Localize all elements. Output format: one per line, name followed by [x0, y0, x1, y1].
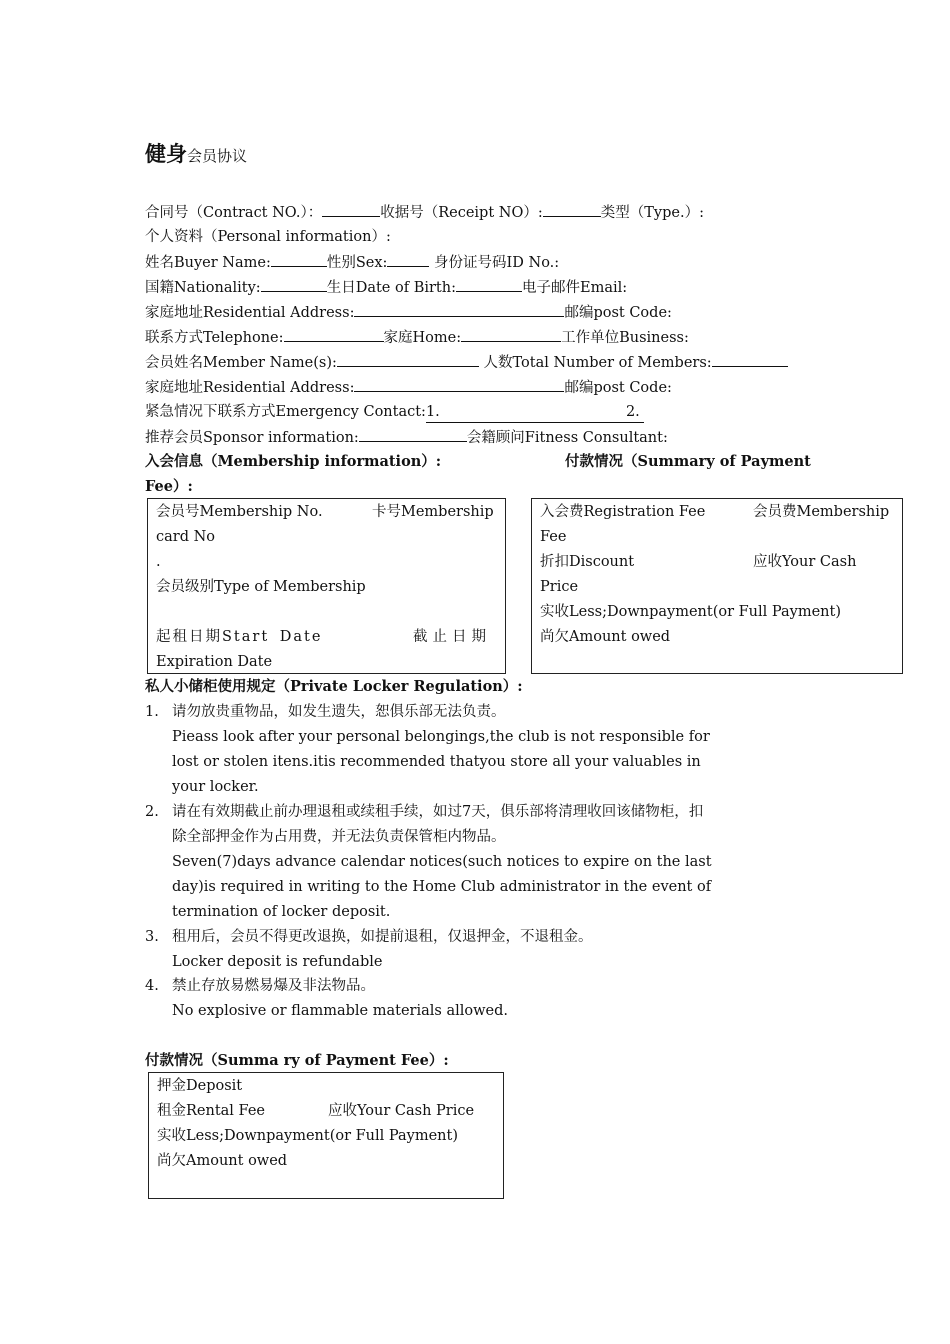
locker-item-3-num: 3. [145, 929, 159, 945]
card-no-cont: card No [156, 529, 216, 545]
home-label: 家庭Home: [383, 330, 462, 346]
locker-item-4-line-2: No explosive or flammable materials allowed. [172, 1003, 508, 1019]
address2-label: 家庭地址Residential Address: [145, 380, 355, 396]
membership-type-label: 会员级别Type of Membership [156, 579, 366, 595]
start-date-label: 起租日期Start Date [156, 629, 323, 645]
membership-heading: 入会信息（Membership information）: [145, 453, 442, 470]
locker-item-2-line-5: termination of locker deposit. [172, 904, 391, 920]
locker-item-1-line-3: lost or stolen itens.itis recommended thatyou store all your valuables in [172, 754, 701, 770]
price-cont: Price [540, 579, 579, 595]
address1-label: 家庭地址Residential Address: [145, 305, 355, 321]
locker-item-2-line-4: day)is required in writing to the Home Club administrator in the event of [172, 879, 712, 895]
business-label: 工作单位Business: [561, 330, 689, 346]
card-no-label: 卡号Membership [372, 504, 494, 520]
locker-item-1-line-4: your locker. [172, 779, 259, 795]
title-main: 健身 [145, 142, 187, 166]
sponsor-label: 推荐会员Sponsor information: [145, 430, 359, 446]
address2-field[interactable] [354, 377, 564, 392]
owed-label: 尚欠Amount owed [540, 629, 671, 645]
type-label: 类型（Type.）: [600, 205, 704, 221]
sex-field[interactable] [387, 252, 429, 267]
member-names-line [145, 352, 788, 373]
name-field[interactable] [271, 252, 327, 267]
paid-label: 实收Less;Downpayment(or Full Payment) [540, 604, 842, 620]
document-title [145, 138, 247, 168]
nationality-field[interactable] [261, 277, 327, 292]
locker-paid-label: 实收Less;Downpayment(or Full Payment) [157, 1128, 459, 1144]
home-field[interactable] [461, 327, 561, 342]
locker-payment-heading: 付款情况（Summa ry of Payment Fee）: [145, 1052, 449, 1069]
sponsor-line [145, 427, 668, 448]
email-label: 电子邮件Email: [521, 280, 628, 296]
locker-item-4-num: 4. [145, 978, 159, 994]
telephone-field[interactable] [284, 327, 384, 342]
locker-heading: 私人小储柜使用规定（Private Locker Regulation）: [145, 678, 523, 695]
telephone-line [145, 327, 689, 348]
address1-field[interactable] [354, 302, 564, 317]
payment-summary-box [531, 498, 903, 674]
contract-line [145, 202, 704, 223]
personal-info-line: 个人资料（Personal information）: [145, 229, 391, 245]
dob-label: 生日Date of Birth: [326, 280, 456, 296]
emergency-field-2[interactable] [626, 402, 644, 423]
expiry-date-label: 截止日期 [413, 629, 491, 645]
locker-owed-label: 尚欠Amount owed [157, 1153, 288, 1169]
postcode1-label: 邮编post Code: [564, 305, 672, 321]
your-cash-label: 应收Your Cash [753, 554, 857, 570]
locker-item-1-num: 1. [145, 704, 159, 720]
total-members-field[interactable] [712, 352, 788, 367]
expiry-date-cont: Expiration Date [156, 654, 273, 670]
emergency-1-label: 1. [425, 404, 440, 420]
registration-fee-label: 入会费Registration Fee [540, 504, 706, 520]
telephone-label: 联系方式Telephone: [145, 330, 284, 346]
consultant-label: 会籍顾问Fitness Consultant: [466, 430, 668, 446]
locker-your-cash-label: 应收Your Cash Price [328, 1103, 475, 1119]
membership-dot: . [156, 554, 161, 570]
total-members-label: 人数Total Number of Members: [483, 355, 712, 371]
contract-label: 合同号（Contract NO.）： [145, 205, 323, 221]
id-label: 身份证号码ID No.: [434, 255, 560, 271]
emergency-line [145, 402, 644, 423]
postcode2-label: 邮编post Code: [564, 380, 672, 396]
member-no-label: 会员号Membership No. [156, 504, 323, 520]
name-line [145, 252, 559, 273]
emergency-field-1[interactable] [426, 402, 626, 423]
fee-cont: Fee [540, 529, 567, 545]
locker-item-2-line-2: 除全部押金作为占用费，并无法负责保管柜内物品。 [172, 829, 506, 845]
payment-summary-heading: 付款情况（Summary of Payment [565, 453, 811, 470]
title-sub: 会员协议 [187, 147, 248, 165]
discount-label: 折扣Discount [540, 554, 635, 570]
locker-item-2-line-1: 请在有效期截止前办理退租或续租手续，如过7天，俱乐部将清理收回该储物柜，扣 [172, 804, 704, 820]
membership-fee-label: 会员费Membership [753, 504, 890, 520]
dob-field[interactable] [456, 277, 522, 292]
address1-line [145, 302, 672, 323]
sex-label: 性别Sex: [326, 255, 388, 271]
deposit-label: 押金Deposit [157, 1078, 243, 1094]
sponsor-field[interactable] [359, 427, 467, 442]
emergency-label: 紧急情况下联系方式Emergency Contact: [145, 404, 426, 420]
member-names-field[interactable] [337, 352, 479, 367]
nationality-label: 国籍Nationality: [145, 280, 261, 296]
locker-item-1-line-2: Pieass look after your personal belongings,the club is not responsible for [172, 729, 710, 745]
nationality-line [145, 277, 627, 298]
contract-field[interactable] [322, 202, 380, 217]
locker-item-3-line-1: 租用后，会员不得更改退换，如提前退租，仅退押金，不退租金。 [172, 929, 593, 945]
emergency-2-label: 2. [625, 404, 640, 420]
locker-item-1-line-1: 请勿放贵重物品，如发生遗失，恕俱乐部无法负责。 [172, 704, 506, 720]
payment-summary-heading-cont: Fee）: [145, 478, 193, 495]
name-label: 姓名Buyer Name: [145, 255, 271, 271]
locker-item-2-line-3: Seven(7)days advance calendar notices(such notices to expire on the last [172, 854, 712, 870]
locker-item-4-line-1: 禁止存放易燃易爆及非法物品。 [172, 978, 375, 994]
locker-item-3-line-2: Locker deposit is refundable [172, 954, 383, 970]
rental-fee-label: 租金Rental Fee [157, 1103, 265, 1119]
receipt-field[interactable] [543, 202, 601, 217]
address2-line [145, 377, 672, 398]
locker-item-2-num: 2. [145, 804, 159, 820]
member-names-label: 会员姓名Member Name(s): [145, 355, 337, 371]
receipt-label: 收据号（Receipt NO）: [380, 205, 543, 221]
